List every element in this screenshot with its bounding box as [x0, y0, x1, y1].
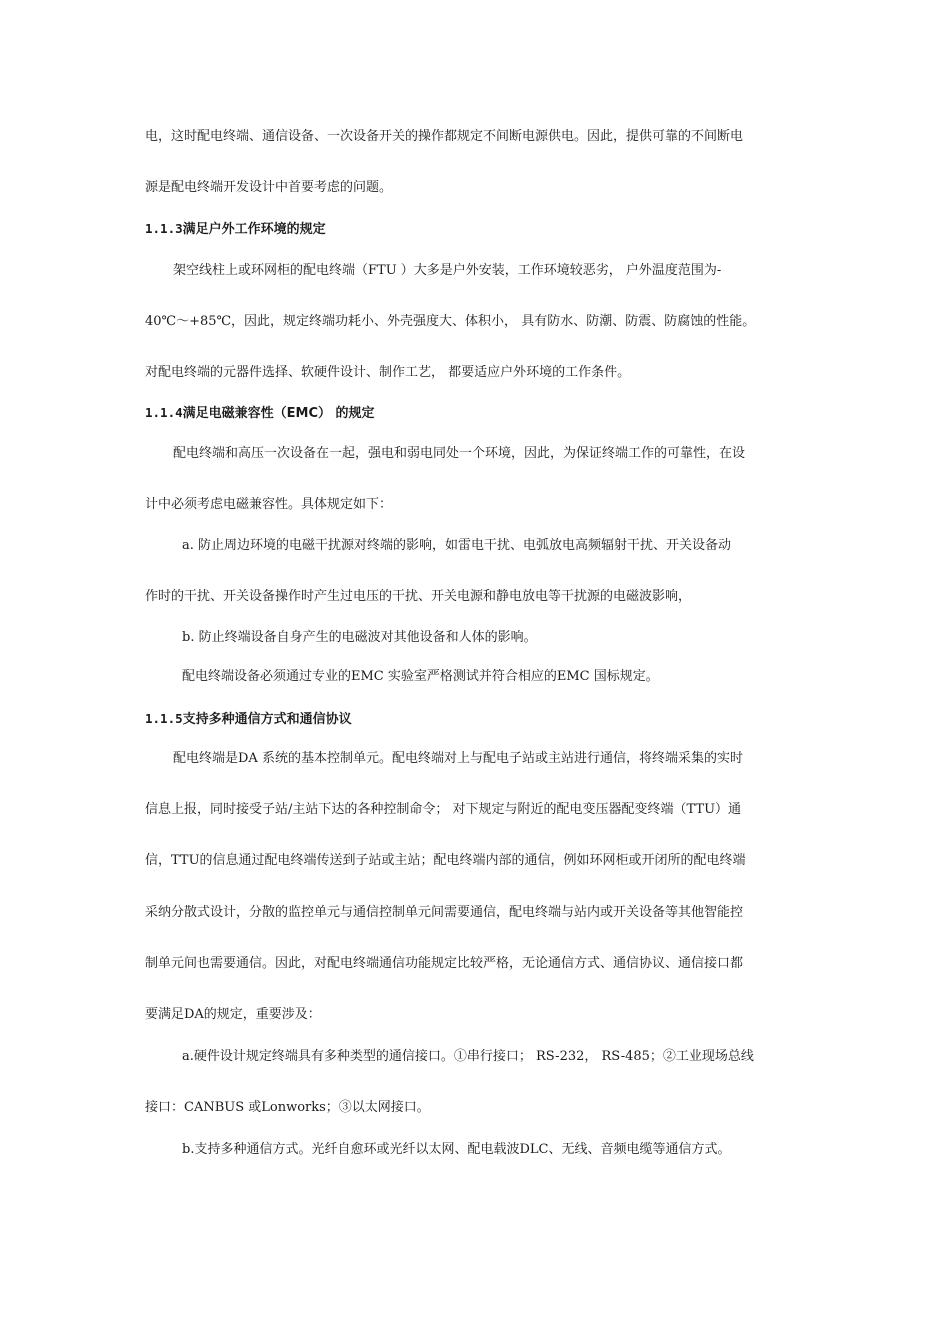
heading-text: 满足电磁兼容性（EMC） 的规定 [182, 406, 375, 421]
list-item-a: a.硬件设计规定终端具有多种类型的通信接口。①串行接口； RS-232， RS-485；②工业现场总线 [182, 1049, 754, 1064]
list-item-b: b.支持多种通信方式。光纤自愈环或光纤以太网、配电载波DLC、无线、音频电缆等通信方式。 [182, 1142, 731, 1157]
paragraph-line: 架空线柱上或环网柜的配电终端（FTU ）大多是户外安装，工作环境较恶劣， 户外温度范围为- [173, 263, 722, 278]
heading-number: 1.1.4 [145, 405, 183, 420]
heading-number: 1.1.3 [145, 221, 183, 236]
paragraph-line: 要满足DA的规定，重要涉及： [145, 1007, 321, 1022]
heading-text: 满足户外工作环境的规定 [182, 222, 326, 237]
paragraph-line: 接口：CANBUS 或Lonworks；③以太网接口。 [145, 1100, 430, 1115]
heading-number: 1.1.5 [145, 711, 183, 726]
paragraph-line: 计中必须考虑电磁兼容性。具体规定如下： [145, 497, 393, 512]
list-item-a: a. 防止周边环境的电磁干扰源对终端的影响，如雷电干扰、电弧放电高频辐射干扰、开关设备动 [182, 538, 732, 553]
paragraph-line: 制单元间也需要通信。因此，对配电终端通信功能规定比较严格，无论通信方式、通信协议、通信接口都 [145, 956, 744, 971]
paragraph-line: 配电终端设备必须通过专业的EMC 实验室严格测试并符合相应的EMC 国标规定。 [182, 669, 659, 684]
heading-text: 支持多种通信方式和通信协议 [182, 712, 352, 727]
section-heading-1-1-3 [145, 220, 326, 239]
paragraph-line: 信，TTU的信息通过配电终端传送到子站或主站；配电终端内部的通信，例如环网柜或开闭所的配电终端 [145, 853, 746, 868]
section-heading-1-1-5 [145, 710, 352, 729]
list-item-b: b. 防止终端设备自身产生的电磁波对其他设备和人体的影响。 [182, 630, 537, 645]
paragraph-line: 配电终端是DA 系统的基本控制单元。配电终端对上与配电子站或主站进行通信，将终端采集的实时 [173, 751, 743, 766]
paragraph-line: 配电终端和高压一次设备在一起，强电和弱电同处一个环境，因此，为保证终端工作的可靠性，在设 [173, 446, 746, 461]
paragraph-line: 作时的干扰、开关设备操作时产生过电压的干扰、开关电源和静电放电等干扰源的电磁波影响， [145, 589, 692, 604]
paragraph-line: 40℃～+85℃，因此，规定终端功耗小、外壳强度大、体积小， 具有防水、防潮、防震、防腐蚀的性能。 [145, 314, 756, 329]
paragraph-line: 采纳分散式设计，分散的监控单元与通信控制单元间需要通信，配电终端与站内或开关设备等其他智能控 [145, 905, 744, 920]
paragraph-line: 源是配电终端开发设计中首要考虑的问题。 [145, 180, 393, 195]
paragraph-line: 信息上报，同时接受子站/主站下达的各种控制命令； 对下规定与附近的配电变压器配变终端（TTU）通 [145, 802, 742, 817]
paragraph-line: 电，这时配电终端、通信设备、一次设备开关的操作都规定不间断电源供电。因此，提供可靠的不间断电 [145, 129, 744, 144]
section-heading-1-1-4 [145, 404, 375, 423]
paragraph-line: 对配电终端的元器件选择、软硬件设计、制作工艺， 都要适应户外环境的工作条件。 [145, 365, 631, 380]
